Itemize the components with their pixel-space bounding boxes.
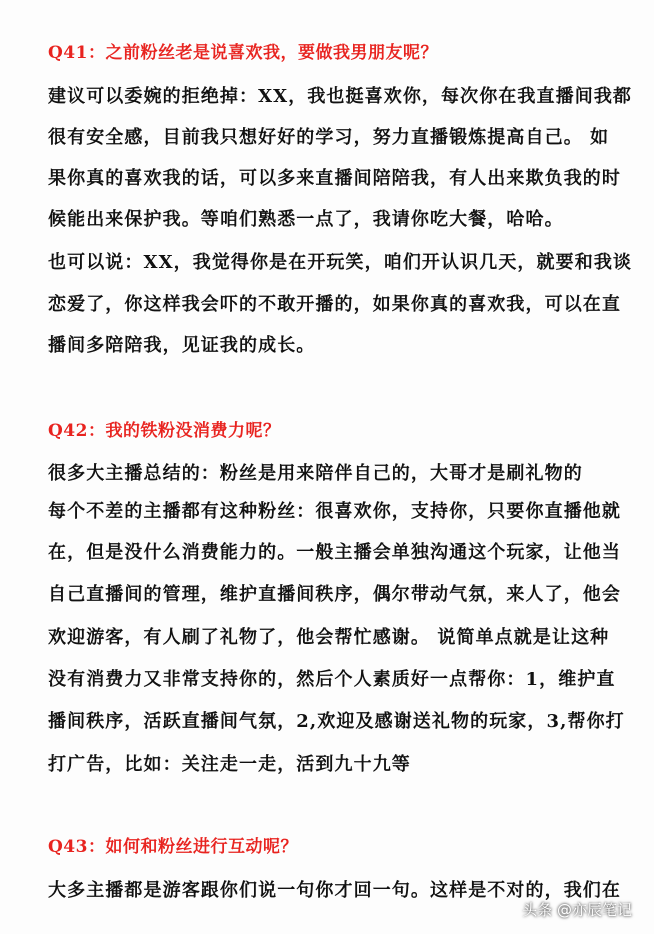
answer-line: 很多大主播总结的：粉丝是用来陪伴自己的，大哥才是刷礼物的 <box>48 463 583 484</box>
answer-line: 建议可以委婉的拒绝掉：XX，我也挺喜欢你，每次你在我直播间我都 <box>48 86 633 107</box>
answer-line: 恋爱了，你这样我会吓的不敢开播的，如果你真的喜欢我，可以在直 <box>48 294 621 315</box>
answer-line: 播间秩序，活跃直播间气氛，2,欢迎及感谢送礼物的玩家，3,帮你打 <box>48 711 625 732</box>
answer-line: 果你真的喜欢我的话，可以多来直播间陪陪我，有人出来欺负我的时 <box>48 168 621 189</box>
answer-line: 打广告，比如：关注走一走，活到九十九等 <box>48 754 411 775</box>
question-heading-q41: Q41：之前粉丝老是说喜欢我，要做我男朋友呢？ <box>48 43 438 63</box>
answer-line: 自己直播间的管理，维护直播间秩序，偶尔带动气氛，来人了，他会 <box>48 584 621 605</box>
answer-line: 播间多陪陪我，见证我的成长。 <box>48 335 316 356</box>
answer-line: 欢迎游客，有人刷了礼物了，他会帮忙感谢。 说简单点就是让这种 <box>48 627 610 648</box>
answer-line: 也可以说：XX，我觉得你是在开玩笑，咱们开认识几天，就要和我谈 <box>48 252 633 273</box>
answer-line: 没有消费力又非常支持你的，然后个人素质好一点帮你：1，维护直 <box>48 669 616 690</box>
answer-line: 在，但是没什么消费能力的。一般主播会单独沟通这个玩家，让他当 <box>48 542 621 563</box>
answer-line: 大多主播都是游客跟你们说一句你才回一句。这样是不对的，我们在 <box>48 880 621 901</box>
question-heading-q43: Q43：如何和粉丝进行互动呢？ <box>48 837 298 857</box>
question-heading-q42: Q42：我的铁粉没消费力呢？ <box>48 421 281 441</box>
answer-line: 很有安全感，目前我只想好好的学习，努力直播锻炼提高自己。 如 <box>48 127 610 148</box>
watermark: 头条 @亦辰笔记 <box>522 901 632 919</box>
answer-line: 每个不差的主播都有这种粉丝：很喜欢你，支持你，只要你直播他就 <box>48 501 621 522</box>
answer-line: 候能出来保护我。等咱们熟悉一点了，我请你吃大餐，哈哈。 <box>48 209 564 230</box>
